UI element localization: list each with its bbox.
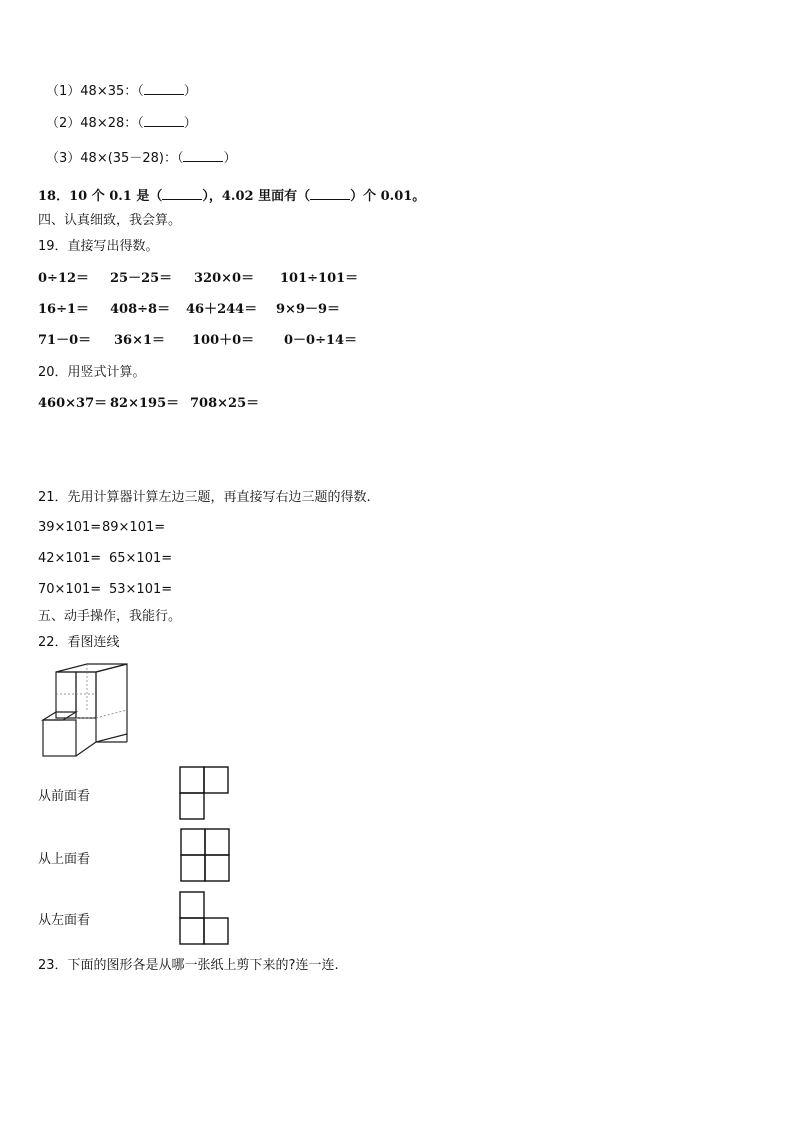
q21-row-1	[38, 519, 165, 537]
q19-cell: 100＋0＝	[192, 333, 255, 348]
answer-blank[interactable]	[183, 149, 223, 162]
view-label-front: 从前面看	[38, 789, 91, 804]
view-grid-2[interactable]	[179, 828, 231, 884]
q21-cell: 39×101=	[38, 520, 102, 535]
q17-item-3: （3）48×(35－28)：（ ）	[46, 151, 237, 166]
view-grid-1[interactable]	[179, 766, 231, 822]
cube-stack-figure	[38, 660, 138, 760]
answer-blank[interactable]	[310, 187, 350, 200]
q17-item-2: （2）48×28：（ ）	[46, 116, 197, 131]
q19-cell: 25－25＝	[110, 271, 173, 286]
q21-cell: 42×101=	[38, 551, 102, 566]
q19-cell: 0－0÷14＝	[284, 333, 358, 348]
q19-cell: 36×1＝	[114, 333, 166, 348]
q19-row-2	[38, 301, 340, 319]
view-grid-3[interactable]	[179, 891, 231, 947]
q19-cell: 71－0＝	[38, 333, 92, 348]
q18: 18．10 个 0.1 是（ ），4.02 里面有（ ）个 0.01。	[38, 189, 426, 204]
q20-item: 82×195＝	[110, 396, 180, 411]
q19-cell: 9×9－9＝	[276, 302, 341, 317]
q21-row-2	[38, 550, 172, 568]
answer-blank[interactable]	[144, 114, 184, 127]
q19-cell: 101÷101＝	[280, 271, 359, 286]
q19-cell: 0÷12＝	[38, 271, 90, 286]
q21-cell: 53×101=	[109, 582, 173, 597]
q21-title: 21．先用计算器计算左边三题，再直接写右边三题的得数.	[38, 490, 371, 505]
q21-cell: 65×101=	[109, 551, 173, 566]
view-label-top: 从上面看	[38, 852, 91, 867]
q19-title: 19．直接写出得数。	[38, 239, 159, 254]
q20-title: 20．用竖式计算。	[38, 365, 146, 380]
q23-title: 23．下面的图形各是从哪一张纸上剪下来的?连一连.	[38, 958, 339, 973]
q20-item: 708×25＝	[190, 396, 260, 411]
q19-cell: 46＋244＝	[186, 302, 258, 317]
q17-item-1: （1）48×35：（ ）	[46, 84, 197, 99]
q21-cell: 70×101=	[38, 582, 102, 597]
q19-cell: 320×0＝	[194, 271, 255, 286]
answer-blank[interactable]	[144, 82, 184, 95]
view-label-left: 从左面看	[38, 913, 91, 928]
q20-item: 460×37＝	[38, 396, 108, 411]
q19-cell: 408÷8＝	[110, 302, 171, 317]
q20-items	[38, 395, 259, 413]
section-5-heading: 五、动手操作，我能行。	[38, 609, 182, 624]
q19-cell: 16÷1＝	[38, 302, 90, 317]
q22-title: 22．看图连线	[38, 635, 120, 650]
q19-row-1	[38, 270, 358, 288]
q21-row-3	[38, 581, 172, 599]
section-4-heading: 四、认真细致，我会算。	[38, 213, 182, 228]
q21-cell: 89×101=	[102, 520, 166, 535]
q19-row-3	[38, 332, 357, 350]
answer-blank[interactable]	[162, 187, 202, 200]
